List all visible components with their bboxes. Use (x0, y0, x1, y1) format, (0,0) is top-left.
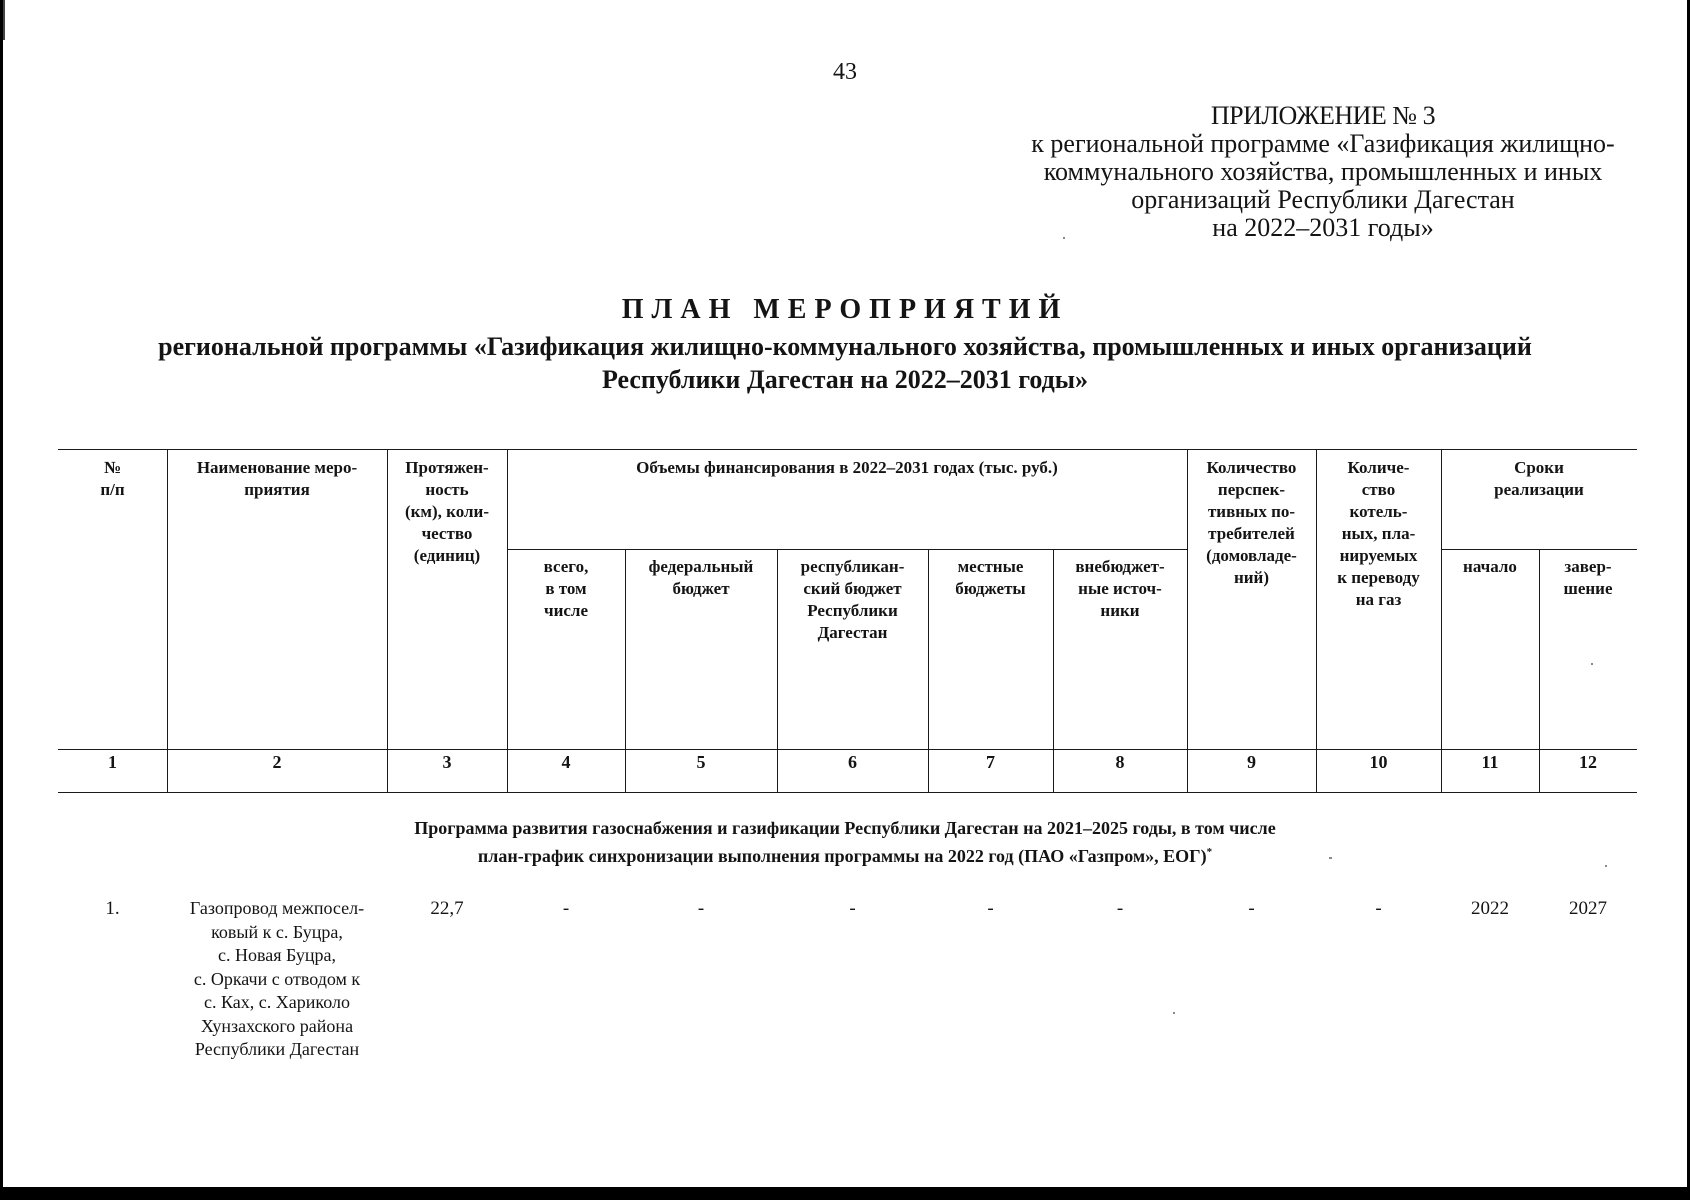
header-funding-extra (1053, 556, 1187, 622)
section-title-line: Программа развития газоснабжения и газификации Республики Дагестан на 2021–2025 годы, в том числе (414, 818, 1276, 838)
header-boilers (1316, 457, 1441, 611)
plan-subtitle-line: региональной программы «Газификация жилищно-коммунального хозяйства, промышленных и иных организаций (158, 332, 1532, 361)
header-funding-local-text: местные бюджеты (955, 557, 1026, 598)
plan-subtitle-line: Республики Дагестан на 2022–2031 годы» (601, 365, 1089, 394)
header-num-text: № п/п (100, 458, 125, 499)
appendix-line: организаций Республики Дагестан (1131, 185, 1515, 214)
row-boilers: - (1375, 898, 1382, 919)
column-number: 11 (1481, 752, 1499, 772)
section-title-line (263, 840, 1427, 868)
header-funding-total (507, 556, 625, 622)
column-number: 12 (1579, 752, 1597, 772)
scan-speck (1329, 857, 1332, 859)
appendix-line: коммунального хозяйства, промышленных и иных (1043, 157, 1603, 186)
document-page (3, 0, 1687, 1187)
column-number: 4 (561, 752, 571, 772)
appendix-title: ПРИЛОЖЕНИЕ № 3 (1210, 101, 1436, 130)
row-extra: - (1116, 898, 1124, 919)
header-funding-text: Объемы финансирования в 2022–2031 годах (тыс. руб.) (636, 458, 1058, 477)
scan-speck (3, 0, 5, 40)
row-republic: - (849, 898, 856, 919)
column-number: 1 (108, 752, 117, 772)
header-terms-end (1539, 556, 1637, 600)
header-funding-republic-text: республикан- ский бюджет Республики Дагестан (800, 557, 905, 642)
header-consumers-text: Количество перспек- тивных по- требителей (домовладе- ний) (1206, 458, 1297, 587)
header-num (58, 457, 167, 501)
scan-speck (1173, 1012, 1175, 1014)
row-consumers: - (1248, 898, 1255, 919)
header-terms-text: Сроки реализации (1494, 458, 1584, 499)
column-number: 8 (1115, 752, 1125, 772)
header-terms-end-text: завер- шение (1563, 557, 1613, 598)
section-title (263, 816, 1427, 868)
header-funding-total-text: всего, в том числе (543, 557, 589, 620)
plan-subtitle (43, 330, 1647, 396)
column-number: 7 (986, 752, 995, 772)
column-number: 10 (1369, 752, 1388, 772)
row-local: - (987, 898, 994, 919)
header-length-text: Протяжен- ность (км), коли- чество (единиц) (404, 458, 490, 565)
row-federal: - (697, 898, 705, 919)
header-name-text: Наименование меро- приятия (196, 458, 358, 499)
table-colnum-bottom-border (58, 792, 1637, 793)
page-number: 43 (833, 59, 857, 85)
column-number: 9 (1247, 752, 1256, 772)
row-num: 1. (105, 898, 120, 919)
appendix-line: на 2022–2031 годы» (1212, 213, 1434, 242)
row-end: 2027 (1569, 898, 1607, 919)
table-top-border (58, 449, 1637, 450)
header-length (387, 457, 507, 567)
table-colnum-top-border (58, 749, 1637, 750)
header-funding-federal (625, 556, 777, 600)
header-boilers-text: Количе- ство котель- ных, пла- нируемых к переводу на газ (1337, 458, 1420, 609)
column-number: 2 (272, 752, 282, 772)
header-terms (1441, 457, 1637, 501)
footnote-mark: * (1206, 846, 1213, 858)
row-start: 2022 (1471, 898, 1509, 919)
header-consumers (1187, 457, 1316, 589)
column-number: 3 (442, 752, 452, 772)
header-funding-federal-text: федеральный бюджет (648, 557, 754, 598)
header-funding-local (928, 556, 1053, 600)
appendix-line: к региональной программе «Газификация жилищно- (1031, 129, 1615, 158)
appendix-block (963, 102, 1683, 242)
scan-speck (1063, 237, 1065, 239)
plan-title: ПЛАН МЕРОПРИЯТИЙ (621, 294, 1069, 325)
scan-speck (1591, 663, 1593, 665)
header-name (167, 457, 387, 501)
section-title-line-text: план-график синхронизации выполнения программы на 2022 год (ПАО «Газпром», ЕОГ) (477, 846, 1207, 866)
row-name: Газопровод межпосел- ковый к с. Буцра, с. Новая Буцра, с. Оркачи с отводом к с. Ках, с. Хариколо Хунзахского района Республики Дагестан (189, 898, 365, 1059)
header-funding (507, 457, 1187, 479)
header-funding-republic (777, 556, 928, 644)
scan-speck (1605, 865, 1607, 867)
header-terms-start (1441, 556, 1539, 578)
header-terms-start-text: начало (1463, 557, 1517, 576)
header-funding-extra-text: внебюджет- ные источ- ники (1075, 557, 1165, 620)
row-total: - (562, 898, 570, 919)
row-length: 22,7 (430, 898, 464, 919)
column-number: 5 (696, 752, 706, 772)
table-subheader-border (507, 549, 1187, 550)
column-number: 6 (848, 752, 857, 772)
